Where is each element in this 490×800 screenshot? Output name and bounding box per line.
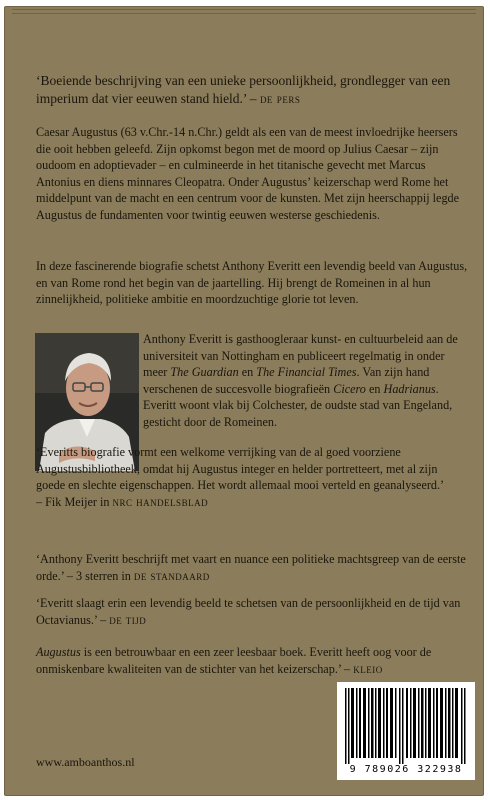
barcode-bars [337,682,475,764]
isbn-barcode [337,682,475,780]
bio-text: . Everitt woont vlak bij Colchester, de oudste stad van Engeland, gesticht door de Romeinen. [143,381,453,429]
top-review-quote [36,72,468,108]
bio-cicero: Cicero [333,381,366,396]
bio-guardian: The Guardian [170,365,239,379]
publisher-website: www.amboanthos.nl [36,755,135,769]
top-edge-line [12,9,476,10]
isbn-number: 9 789026 322938 [349,764,463,775]
quote-text: ‘Everitt slaagt erin een levendig beeld te schetsen van de persoonlijkheid en de tijd van Octavianus.’ – [36,596,461,627]
top-edge-line-2 [12,13,476,14]
quote-text: ‘Boeiende beschrijving van een unieke persoonlijkheid, grondlegger van een imperium dat vier eeuwen stand hield.’ – [36,73,451,106]
description-paragraph-2: In deze fascinerende biografie schetst Anthony Everitt een levendig beeld van Augustus, en van Rome rond het begin van de jaartelling. Hij brengt de Romeinen in al hun zinnelijkheid, politieke ambitie en moordzuchtige glorie tot leven. [36,259,468,306]
quote-text: is een betrouwbaar en een zeer leesbaar boek. Everitt heeft oog voor de onmiskenbare kwaliteiten van de stichter van het keizerschap.’ – [36,645,432,676]
bio-financial-times: The Financial Times [256,365,357,379]
bio-text: en [365,381,384,396]
description-paragraph-1: Caesar Augustus (63 v.Chr.-14 n.Chr.) geldt als een van de meest invloedrijke heersers die ooit hebben geleefd. Zijn opkomst begon met de moord op Julius Caesar – zijn oudoom en adoptievader – en culmineerde in het titanische gevecht met Marcus Antonius en diens minnares Cleopatra. Onder Augustus’ keizerschap werd Rome het middelpunt van de macht en een centrum voor de kunsten. Met zijn heerschappij legde Augustus de fundamenten voor twintig eeuwen westerse geschiedenis. [36,125,460,222]
quote-text: ‘Everitts biografie vormt een welkome verrijking van de al goed voorziene Augustusbibliotheek, omdat hij Augustus integer en helder portretteert, met al zijn goede en slechte eigenschappen. Het wordt allemaal mooi verteld en geanalyseerd.’ [36,445,445,492]
bio-hadrianus: Hadrianus [383,381,436,396]
author-bio [143,331,468,430]
review-quote-1 [36,444,468,510]
quote-source: nrc handelsblad [112,494,209,509]
bio-text: en [238,365,257,379]
quote-attribution: – Fik Meijer in [36,494,113,509]
quote-book-title: Augustus [36,645,81,659]
review-quote-2 [36,551,468,584]
quote-source: de standaard [133,568,210,583]
bio-text: Anthony Everitt is gasthoogleraar kunst- en cultuurbeleid aan de universiteit van Nottingham en publiceert regelmatig in onder meer [143,332,458,379]
quote-source: kleio [353,661,383,676]
review-quote-3 [36,595,468,628]
quote-text: ‘Anthony Everitt beschrijft met vaart en nuance een politieke machtsgreep van de eerste orde.’ – 3 sterren in [36,552,466,583]
quote-source: de tijd [109,612,147,627]
quote-source: de pers [259,91,301,106]
bio-text: . Van zijn hand verschenen de succesvolle biografieën [143,365,430,396]
review-quote-4 [36,644,468,677]
